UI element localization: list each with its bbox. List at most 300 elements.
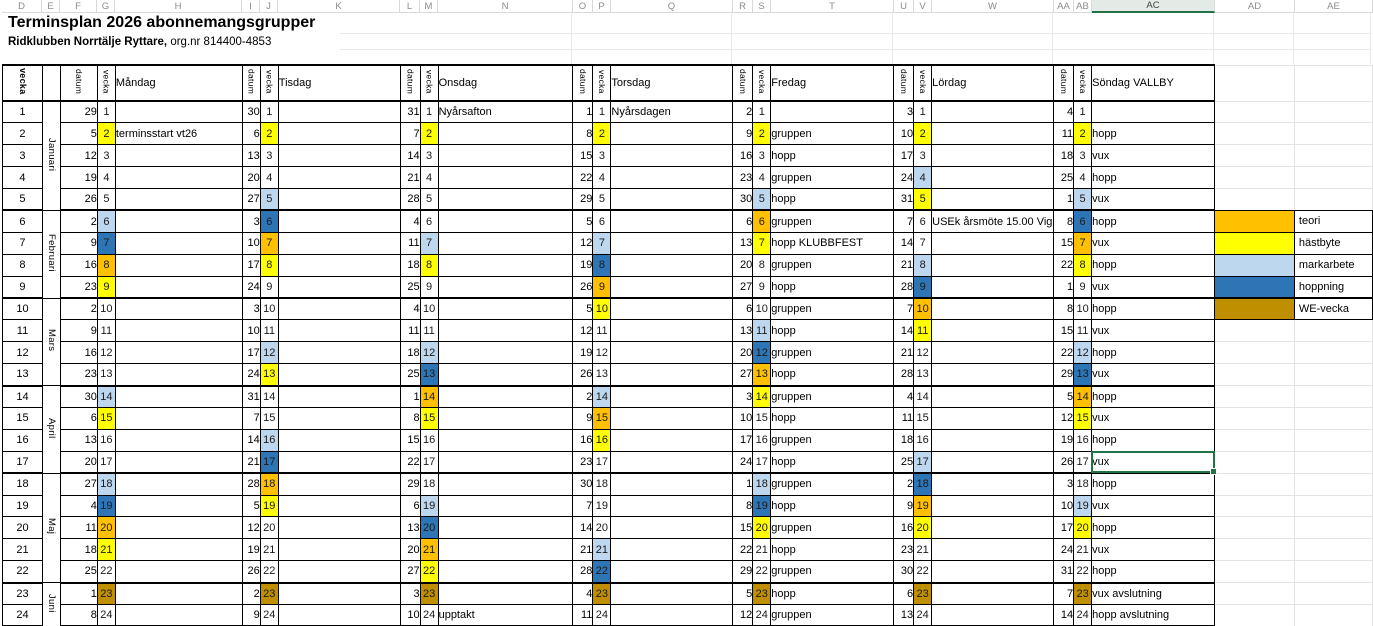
datum-cell[interactable]: 12 bbox=[60, 145, 97, 167]
week-cell[interactable]: 3 bbox=[593, 145, 611, 167]
activity-cell[interactable] bbox=[438, 429, 573, 451]
activity-cell[interactable] bbox=[278, 298, 400, 320]
week-cell[interactable]: 10 bbox=[97, 298, 115, 320]
sheet-title[interactable]: Terminsplan 2026 abonnemangsgrupper bbox=[8, 14, 316, 31]
datum-cell[interactable]: 30 bbox=[60, 386, 97, 408]
week-cell[interactable]: 3 bbox=[97, 145, 115, 167]
week-cell[interactable]: 14 bbox=[593, 386, 611, 408]
empty-cell[interactable] bbox=[1294, 583, 1372, 605]
sheet-subtitle[interactable] bbox=[8, 36, 271, 48]
week-cell[interactable]: 8 bbox=[593, 254, 611, 276]
week-cell[interactable]: 8 bbox=[97, 254, 115, 276]
week-cell[interactable]: 13 bbox=[593, 364, 611, 386]
week-cell[interactable]: 14 bbox=[420, 386, 438, 408]
activity-cell[interactable]: vux bbox=[1092, 320, 1215, 342]
week-number-cell[interactable]: 22 bbox=[3, 561, 43, 583]
activity-cell[interactable] bbox=[438, 386, 573, 408]
datum-cell[interactable]: 3 bbox=[733, 386, 753, 408]
activity-cell[interactable] bbox=[932, 123, 1054, 145]
activity-cell[interactable] bbox=[115, 561, 242, 583]
week-cell[interactable]: 11 bbox=[420, 320, 438, 342]
activity-cell[interactable] bbox=[115, 254, 242, 276]
empty-cell[interactable] bbox=[1294, 364, 1372, 386]
datum-cell[interactable]: 26 bbox=[573, 276, 593, 298]
week-number-cell[interactable]: 5 bbox=[3, 189, 43, 211]
week-cell[interactable]: 3 bbox=[420, 145, 438, 167]
week-cell[interactable]: 19 bbox=[1074, 495, 1092, 517]
datum-cell[interactable]: 5 bbox=[60, 123, 97, 145]
week-cell[interactable]: 12 bbox=[97, 342, 115, 364]
activity-cell[interactable]: hopp bbox=[1092, 167, 1215, 189]
datum-cell[interactable]: 19 bbox=[573, 254, 593, 276]
legend-swatch[interactable] bbox=[1215, 276, 1295, 298]
datum-cell[interactable]: 27 bbox=[242, 189, 260, 211]
day-name-header[interactable]: Fredag bbox=[771, 65, 894, 101]
week-cell[interactable]: 21 bbox=[593, 539, 611, 561]
week-cell[interactable]: 11 bbox=[260, 320, 278, 342]
empty-cell[interactable] bbox=[1215, 539, 1295, 561]
activity-cell[interactable]: hopp bbox=[771, 364, 894, 386]
datum-cell[interactable]: 11 bbox=[60, 517, 97, 539]
datum-cell[interactable]: 3 bbox=[894, 101, 914, 123]
datum-cell[interactable]: 19 bbox=[242, 539, 260, 561]
activity-cell[interactable] bbox=[438, 517, 573, 539]
datum-cell[interactable]: 10 bbox=[733, 407, 753, 429]
datum-cell[interactable]: 17 bbox=[733, 429, 753, 451]
week-cell[interactable]: 18 bbox=[593, 473, 611, 495]
activity-cell[interactable]: hopp bbox=[1092, 473, 1215, 495]
week-column-header[interactable]: vecka bbox=[3, 65, 43, 101]
activity-cell[interactable]: hopp bbox=[1092, 298, 1215, 320]
week-cell[interactable]: 23 bbox=[420, 583, 438, 605]
datum-cell[interactable]: 26 bbox=[1054, 451, 1074, 473]
datum-cell[interactable]: 1 bbox=[1054, 189, 1074, 211]
column-letter-G[interactable]: G bbox=[97, 0, 115, 13]
week-number-cell[interactable]: 15 bbox=[3, 407, 43, 429]
datum-cell[interactable]: 3 bbox=[400, 583, 420, 605]
activity-cell[interactable] bbox=[278, 123, 400, 145]
datum-cell[interactable]: 3 bbox=[242, 298, 260, 320]
datum-cell[interactable]: 4 bbox=[894, 386, 914, 408]
week-cell[interactable]: 11 bbox=[1074, 320, 1092, 342]
activity-cell[interactable]: gruppen bbox=[771, 517, 894, 539]
activity-cell[interactable] bbox=[611, 123, 733, 145]
day-name-header[interactable]: Onsdag bbox=[438, 65, 573, 101]
datum-cell[interactable]: 4 bbox=[60, 495, 97, 517]
activity-cell[interactable]: gruppen bbox=[771, 298, 894, 320]
datum-cell[interactable]: 14 bbox=[573, 517, 593, 539]
datum-cell[interactable]: 1 bbox=[573, 101, 593, 123]
activity-cell[interactable] bbox=[611, 539, 733, 561]
week-cell[interactable]: 3 bbox=[1074, 145, 1092, 167]
activity-cell[interactable] bbox=[438, 495, 573, 517]
datum-cell[interactable]: 30 bbox=[573, 473, 593, 495]
week-cell[interactable]: 7 bbox=[593, 232, 611, 254]
week-cell[interactable]: 22 bbox=[753, 561, 771, 583]
activity-cell[interactable] bbox=[115, 232, 242, 254]
activity-cell[interactable] bbox=[611, 561, 733, 583]
activity-cell[interactable] bbox=[115, 429, 242, 451]
datum-cell[interactable]: 2 bbox=[242, 583, 260, 605]
activity-cell[interactable] bbox=[932, 167, 1054, 189]
week-number-cell[interactable]: 21 bbox=[3, 539, 43, 561]
activity-cell[interactable] bbox=[932, 517, 1054, 539]
datum-cell[interactable]: 21 bbox=[894, 254, 914, 276]
activity-cell[interactable] bbox=[115, 145, 242, 167]
datum-cell[interactable]: 7 bbox=[400, 123, 420, 145]
week-cell[interactable]: 13 bbox=[753, 364, 771, 386]
datum-cell[interactable]: 11 bbox=[573, 604, 593, 626]
datum-header[interactable]: datum bbox=[400, 65, 420, 101]
column-letter-AE[interactable]: AE bbox=[1295, 0, 1373, 13]
week-cell[interactable]: 5 bbox=[914, 189, 932, 211]
activity-cell[interactable] bbox=[932, 451, 1054, 473]
datum-cell[interactable]: 12 bbox=[573, 232, 593, 254]
week-cell[interactable]: 11 bbox=[593, 320, 611, 342]
week-cell[interactable]: 2 bbox=[1074, 123, 1092, 145]
activity-cell[interactable] bbox=[932, 429, 1054, 451]
activity-cell[interactable] bbox=[932, 298, 1054, 320]
datum-cell[interactable]: 8 bbox=[733, 495, 753, 517]
week-cell[interactable]: 15 bbox=[97, 407, 115, 429]
activity-cell[interactable] bbox=[278, 167, 400, 189]
datum-cell[interactable]: 25 bbox=[400, 276, 420, 298]
week-cell[interactable]: 2 bbox=[420, 123, 438, 145]
activity-cell[interactable] bbox=[932, 254, 1054, 276]
week-cell[interactable]: 15 bbox=[914, 407, 932, 429]
week-number-cell[interactable]: 3 bbox=[3, 145, 43, 167]
week-cell[interactable]: 23 bbox=[593, 583, 611, 605]
activity-cell[interactable] bbox=[278, 342, 400, 364]
datum-header[interactable]: datum bbox=[242, 65, 260, 101]
column-letter-S[interactable]: S bbox=[753, 0, 771, 13]
activity-cell[interactable]: Nyårsdagen bbox=[611, 101, 733, 123]
datum-cell[interactable]: 30 bbox=[242, 101, 260, 123]
activity-cell[interactable] bbox=[611, 386, 733, 408]
activity-cell[interactable] bbox=[611, 429, 733, 451]
activity-cell[interactable] bbox=[115, 364, 242, 386]
column-letter-D[interactable]: D bbox=[2, 0, 42, 13]
datum-cell[interactable]: 2 bbox=[894, 473, 914, 495]
week-cell[interactable]: 5 bbox=[593, 189, 611, 211]
week-number-cell[interactable]: 13 bbox=[3, 364, 43, 386]
activity-cell[interactable] bbox=[115, 298, 242, 320]
activity-cell[interactable]: hopp bbox=[771, 145, 894, 167]
column-letter-AA[interactable]: AA bbox=[1054, 0, 1074, 13]
datum-cell[interactable]: 20 bbox=[733, 342, 753, 364]
empty-header-cell[interactable] bbox=[1215, 65, 1295, 101]
week-cell[interactable]: 19 bbox=[97, 495, 115, 517]
column-letter-AD[interactable]: AD bbox=[1215, 0, 1295, 13]
week-number-cell[interactable]: 19 bbox=[3, 495, 43, 517]
week-cell[interactable]: 18 bbox=[914, 473, 932, 495]
activity-cell[interactable]: hopp bbox=[771, 189, 894, 211]
activity-cell[interactable] bbox=[611, 364, 733, 386]
datum-header[interactable]: datum bbox=[1054, 65, 1074, 101]
activity-cell[interactable] bbox=[438, 298, 573, 320]
week-cell[interactable]: 9 bbox=[260, 276, 278, 298]
column-letter-P[interactable]: P bbox=[593, 0, 611, 13]
week-cell[interactable]: 6 bbox=[1074, 210, 1092, 232]
legend-swatch[interactable] bbox=[1215, 210, 1295, 232]
datum-cell[interactable]: 9 bbox=[733, 123, 753, 145]
datum-cell[interactable]: 14 bbox=[242, 429, 260, 451]
day-name-header[interactable]: Måndag bbox=[115, 65, 242, 101]
datum-cell[interactable]: 5 bbox=[242, 495, 260, 517]
week-cell[interactable]: 12 bbox=[753, 342, 771, 364]
datum-cell[interactable]: 24 bbox=[242, 364, 260, 386]
empty-cell[interactable] bbox=[1294, 561, 1372, 583]
week-number-cell[interactable]: 4 bbox=[3, 167, 43, 189]
month-label[interactable]: Maj bbox=[42, 473, 60, 582]
activity-cell[interactable]: Nyårsafton bbox=[438, 101, 573, 123]
datum-cell[interactable]: 1 bbox=[1054, 276, 1074, 298]
empty-cell[interactable] bbox=[1294, 342, 1372, 364]
week-cell[interactable]: 6 bbox=[593, 210, 611, 232]
activity-cell[interactable] bbox=[611, 189, 733, 211]
datum-cell[interactable]: 23 bbox=[894, 539, 914, 561]
week-cell[interactable]: 15 bbox=[260, 407, 278, 429]
week-cell[interactable]: 18 bbox=[753, 473, 771, 495]
week-cell[interactable]: 2 bbox=[593, 123, 611, 145]
activity-cell[interactable] bbox=[115, 517, 242, 539]
week-cell[interactable]: 1 bbox=[593, 101, 611, 123]
day-name-header[interactable]: Torsdag bbox=[611, 65, 733, 101]
datum-cell[interactable]: 7 bbox=[242, 407, 260, 429]
week-cell[interactable]: 15 bbox=[753, 407, 771, 429]
datum-cell[interactable]: 11 bbox=[400, 232, 420, 254]
datum-cell[interactable]: 22 bbox=[1054, 254, 1074, 276]
week-cell[interactable]: 20 bbox=[260, 517, 278, 539]
activity-cell[interactable]: gruppen bbox=[771, 210, 894, 232]
activity-cell[interactable]: vux bbox=[1092, 276, 1215, 298]
activity-cell[interactable] bbox=[932, 583, 1054, 605]
week-cell[interactable]: 20 bbox=[97, 517, 115, 539]
month-label[interactable]: Juni bbox=[42, 583, 60, 626]
empty-cell[interactable] bbox=[1294, 101, 1372, 123]
column-letter-N[interactable]: N bbox=[438, 0, 573, 13]
column-letter-I[interactable]: I bbox=[242, 0, 260, 13]
empty-cell[interactable] bbox=[1294, 495, 1372, 517]
datum-cell[interactable]: 15 bbox=[573, 145, 593, 167]
datum-cell[interactable]: 21 bbox=[400, 167, 420, 189]
datum-cell[interactable]: 4 bbox=[1054, 101, 1074, 123]
activity-cell[interactable] bbox=[932, 495, 1054, 517]
week-cell[interactable]: 19 bbox=[260, 495, 278, 517]
legend-label[interactable]: markarbete bbox=[1294, 254, 1372, 276]
activity-cell[interactable] bbox=[438, 561, 573, 583]
datum-cell[interactable]: 7 bbox=[894, 298, 914, 320]
month-label[interactable]: Mars bbox=[42, 298, 60, 386]
empty-cell[interactable] bbox=[1294, 320, 1372, 342]
week-cell[interactable]: 7 bbox=[914, 232, 932, 254]
datum-cell[interactable]: 9 bbox=[60, 320, 97, 342]
empty-cell[interactable] bbox=[1215, 495, 1295, 517]
datum-cell[interactable]: 10 bbox=[242, 232, 260, 254]
week-cell[interactable]: 3 bbox=[260, 145, 278, 167]
week-cell[interactable]: 7 bbox=[753, 232, 771, 254]
day-name-header[interactable]: Lördag bbox=[932, 65, 1054, 101]
datum-cell[interactable]: 20 bbox=[733, 254, 753, 276]
week-cell[interactable]: 14 bbox=[260, 386, 278, 408]
week-cell[interactable]: 5 bbox=[260, 189, 278, 211]
activity-cell[interactable] bbox=[278, 517, 400, 539]
empty-cell[interactable] bbox=[1215, 386, 1295, 408]
week-number-cell[interactable]: 14 bbox=[3, 386, 43, 408]
activity-cell[interactable] bbox=[115, 167, 242, 189]
vecka-header[interactable]: vecka bbox=[97, 65, 115, 101]
activity-cell[interactable] bbox=[278, 539, 400, 561]
activity-cell[interactable] bbox=[278, 386, 400, 408]
week-cell[interactable]: 20 bbox=[914, 517, 932, 539]
activity-cell[interactable] bbox=[278, 101, 400, 123]
datum-cell[interactable]: 24 bbox=[894, 167, 914, 189]
activity-cell[interactable] bbox=[278, 429, 400, 451]
activity-cell[interactable] bbox=[438, 342, 573, 364]
empty-cell[interactable] bbox=[1294, 451, 1372, 473]
activity-cell[interactable] bbox=[438, 210, 573, 232]
week-cell[interactable]: 17 bbox=[1074, 451, 1092, 473]
datum-cell[interactable]: 29 bbox=[1054, 364, 1074, 386]
activity-cell[interactable]: hopp bbox=[771, 451, 894, 473]
datum-cell[interactable]: 17 bbox=[1054, 517, 1074, 539]
week-cell[interactable]: 5 bbox=[420, 189, 438, 211]
column-letter-T[interactable]: T bbox=[771, 0, 894, 13]
activity-cell[interactable] bbox=[611, 342, 733, 364]
vecka-header[interactable]: vecka bbox=[260, 65, 278, 101]
empty-cell[interactable] bbox=[1294, 429, 1372, 451]
week-cell[interactable]: 2 bbox=[97, 123, 115, 145]
datum-cell[interactable]: 18 bbox=[894, 429, 914, 451]
activity-cell[interactable] bbox=[438, 189, 573, 211]
datum-cell[interactable]: 6 bbox=[400, 495, 420, 517]
datum-cell[interactable]: 23 bbox=[60, 364, 97, 386]
datum-cell[interactable]: 16 bbox=[60, 342, 97, 364]
activity-cell[interactable] bbox=[438, 364, 573, 386]
activity-cell[interactable]: hopp bbox=[1092, 429, 1215, 451]
datum-cell[interactable]: 30 bbox=[894, 561, 914, 583]
activity-cell[interactable]: gruppen bbox=[771, 167, 894, 189]
datum-cell[interactable]: 12 bbox=[1054, 407, 1074, 429]
week-cell[interactable]: 9 bbox=[1074, 276, 1092, 298]
legend-swatch[interactable] bbox=[1215, 254, 1295, 276]
week-number-cell[interactable]: 18 bbox=[3, 473, 43, 495]
week-number-cell[interactable]: 23 bbox=[3, 583, 43, 605]
datum-cell[interactable]: 12 bbox=[733, 604, 753, 626]
datum-cell[interactable]: 24 bbox=[733, 451, 753, 473]
datum-cell[interactable]: 31 bbox=[242, 386, 260, 408]
datum-cell[interactable]: 17 bbox=[242, 254, 260, 276]
activity-cell[interactable] bbox=[278, 189, 400, 211]
activity-cell[interactable] bbox=[611, 167, 733, 189]
datum-cell[interactable]: 28 bbox=[894, 364, 914, 386]
activity-cell[interactable] bbox=[115, 101, 242, 123]
activity-cell[interactable] bbox=[1092, 101, 1215, 123]
week-number-cell[interactable]: 6 bbox=[3, 210, 43, 232]
week-cell[interactable]: 19 bbox=[914, 495, 932, 517]
legend-label[interactable]: WE-vecka bbox=[1294, 298, 1372, 320]
datum-cell[interactable]: 18 bbox=[60, 539, 97, 561]
week-number-cell[interactable]: 8 bbox=[3, 254, 43, 276]
week-cell[interactable]: 2 bbox=[914, 123, 932, 145]
week-cell[interactable]: 21 bbox=[1074, 539, 1092, 561]
activity-cell[interactable]: vux bbox=[1092, 539, 1215, 561]
datum-cell[interactable]: 8 bbox=[1054, 298, 1074, 320]
datum-cell[interactable]: 22 bbox=[1054, 342, 1074, 364]
week-cell[interactable]: 1 bbox=[914, 101, 932, 123]
activity-cell[interactable]: hopp bbox=[1092, 210, 1215, 232]
week-cell[interactable]: 7 bbox=[420, 232, 438, 254]
datum-cell[interactable]: 24 bbox=[1054, 539, 1074, 561]
week-cell[interactable]: 8 bbox=[1074, 254, 1092, 276]
activity-cell[interactable] bbox=[115, 473, 242, 495]
week-cell[interactable]: 16 bbox=[753, 429, 771, 451]
activity-cell[interactable] bbox=[438, 254, 573, 276]
datum-cell[interactable]: 6 bbox=[242, 123, 260, 145]
week-cell[interactable]: 7 bbox=[97, 232, 115, 254]
activity-cell[interactable] bbox=[932, 364, 1054, 386]
week-number-cell[interactable]: 20 bbox=[3, 517, 43, 539]
datum-cell[interactable]: 9 bbox=[573, 407, 593, 429]
activity-cell[interactable] bbox=[932, 604, 1054, 626]
activity-cell[interactable] bbox=[115, 604, 242, 626]
activity-cell[interactable] bbox=[438, 145, 573, 167]
week-cell[interactable]: 14 bbox=[914, 386, 932, 408]
datum-cell[interactable]: 5 bbox=[573, 298, 593, 320]
datum-cell[interactable]: 15 bbox=[1054, 232, 1074, 254]
activity-cell[interactable]: hopp bbox=[1092, 254, 1215, 276]
week-cell[interactable]: 24 bbox=[260, 604, 278, 626]
activity-cell[interactable] bbox=[932, 320, 1054, 342]
activity-cell[interactable] bbox=[771, 101, 894, 123]
datum-cell[interactable]: 4 bbox=[400, 210, 420, 232]
datum-cell[interactable]: 25 bbox=[894, 451, 914, 473]
datum-cell[interactable]: 18 bbox=[400, 254, 420, 276]
empty-cell[interactable] bbox=[1215, 364, 1295, 386]
activity-cell[interactable] bbox=[115, 407, 242, 429]
datum-cell[interactable]: 7 bbox=[1054, 583, 1074, 605]
week-number-cell[interactable]: 9 bbox=[3, 276, 43, 298]
activity-cell[interactable] bbox=[438, 123, 573, 145]
activity-cell[interactable] bbox=[611, 298, 733, 320]
column-letter-R[interactable]: R bbox=[733, 0, 753, 13]
week-number-cell[interactable]: 10 bbox=[3, 298, 43, 320]
activity-cell[interactable] bbox=[932, 101, 1054, 123]
week-cell[interactable]: 16 bbox=[593, 429, 611, 451]
activity-cell[interactable] bbox=[438, 473, 573, 495]
vecka-header[interactable]: vecka bbox=[593, 65, 611, 101]
datum-cell[interactable]: 2 bbox=[573, 386, 593, 408]
datum-cell[interactable]: 7 bbox=[894, 210, 914, 232]
empty-cell[interactable] bbox=[1215, 167, 1295, 189]
datum-cell[interactable]: 8 bbox=[400, 407, 420, 429]
activity-cell[interactable]: hopp bbox=[771, 276, 894, 298]
activity-cell[interactable]: gruppen bbox=[771, 429, 894, 451]
datum-cell[interactable]: 3 bbox=[1054, 473, 1074, 495]
datum-header[interactable]: datum bbox=[894, 65, 914, 101]
week-cell[interactable]: 6 bbox=[914, 210, 932, 232]
datum-cell[interactable]: 23 bbox=[60, 276, 97, 298]
week-cell[interactable]: 1 bbox=[260, 101, 278, 123]
activity-cell[interactable] bbox=[611, 495, 733, 517]
week-cell[interactable]: 4 bbox=[593, 167, 611, 189]
week-number-cell[interactable]: 12 bbox=[3, 342, 43, 364]
empty-cell[interactable] bbox=[1215, 189, 1295, 211]
activity-cell[interactable] bbox=[611, 451, 733, 473]
activity-cell[interactable] bbox=[611, 517, 733, 539]
activity-cell[interactable]: gruppen bbox=[771, 254, 894, 276]
week-cell[interactable]: 17 bbox=[420, 451, 438, 473]
